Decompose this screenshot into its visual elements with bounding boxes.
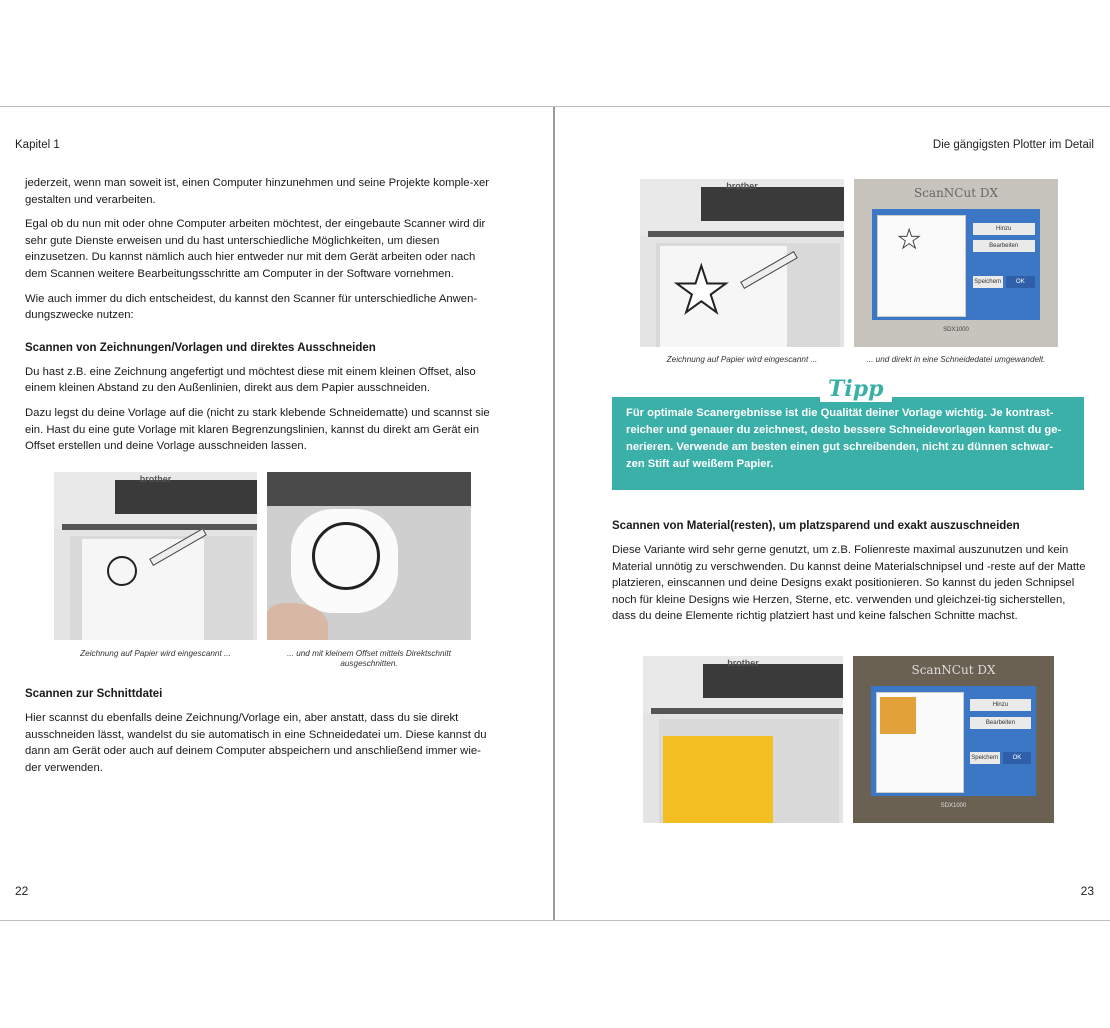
paragraph: Du hast z.B. eine Zeichnung angefertigt und möchtest diese mit einem kleinen Offset, also einem kleinen Abstand zu den Außenlinien, direkt aus dem Papier ausschneiden. — [25, 365, 476, 395]
right-page — [555, 107, 1110, 920]
edit-button: Bearbeiten — [970, 717, 1031, 729]
screen-brand: ScanNCut DX — [911, 662, 996, 677]
figure-caption: ... und mit kleinem Offset mittels Direktschnitt ausgeschnitten. — [287, 649, 451, 668]
flower-drawing — [107, 556, 137, 586]
page-number-left: 22 — [15, 884, 29, 898]
photo-flower-scan — [54, 472, 257, 640]
model-label: SDX1000 — [940, 802, 967, 809]
section-heading: Scannen zur Schnittdatei — [25, 688, 163, 700]
star-icon: ★ — [897, 223, 921, 254]
right-body — [612, 518, 1087, 633]
photo-screen-material — [853, 656, 1054, 823]
left-page — [0, 107, 553, 920]
yellow-material — [663, 736, 773, 823]
save-button: Speichern — [973, 276, 1003, 288]
material-preview — [880, 697, 916, 735]
paragraph: Hier scannst du ebenfalls deine Zeichnung/Vorlage ein, aber anstatt, dass du sie direkt ausschneiden lässt, wandelst du sie automatisch in eine Schneidedatei um. Diese kannst du dann am Gerät oder auch auf deinem Computer abspeichern und anschließend immer wie-der verwenden. — [25, 712, 487, 774]
save-button: Speichern — [970, 752, 1000, 764]
paragraph: Egal ob du nun mit oder ohne Computer arbeiten möchtest, der eingebaute Scanner wird dir sehr gute Dienste erweisen und du hast unterschiedliche Möglichkeiten, um diesen einzusetzen. Du kannst nämlich auch hier entweder nur mit dem Gerät arbeiten oder nach dem Scannen weitere Bearbeitungsschritte am Computer in der Software vornehmen. — [25, 218, 486, 280]
brand-logo: brother — [727, 657, 759, 668]
ok-button: OK — [1006, 276, 1034, 288]
paragraph: Wie auch immer du dich entscheidest, du kannst den Scanner für unterschiedliche Anwen-dungszwecke nutzen: — [25, 292, 478, 322]
figure-caption: Zeichnung auf Papier wird eingescannt ... — [80, 649, 231, 658]
paragraph: Diese Variante wird sehr gerne genutzt, um z.B. Folienreste maximal auszunutzen und kein Material unnötig zu verschwenden. Du kannst deine Materialschnipsel und -reste auf der Matte platzieren, einscannen und deine Designs exakt positionieren. So kannst du jeden Schnipsel noch für kleine Designs wie Herzen, Sterne, etc. verwenden und gleichzei-tig sicherstellen, dass du deine Elemente richtig platziert hast und keine falschen Schnitte machst. — [612, 544, 1086, 623]
photo-star-scan — [640, 179, 844, 347]
photo-flower-cut — [267, 472, 471, 640]
star-drawing: ★ — [672, 253, 730, 326]
flower-drawing — [312, 522, 380, 590]
running-head-right: Die gängigsten Plotter im Detail — [932, 139, 1094, 151]
tip-label: Tipp — [820, 376, 892, 402]
tip-box: Für optimale Scanergebnisse ist die Qualität deiner Vorlage wichtig. Je kontrast-reicher und genauer du zeichnest, desto bessere Schneidevorlagen kannst du ge-nerieren. Verwende am besten einen gut schreibenden, nicht zu dünnen schwar-zen Stift auf weißem Papier. — [612, 397, 1084, 490]
brand-logo: brother — [139, 473, 172, 484]
ok-button: OK — [1003, 752, 1031, 764]
figure-caption: Zeichnung auf Papier wird eingescannt ... — [666, 355, 818, 364]
add-button: Hinzu — [973, 223, 1035, 235]
page-number-right: 23 — [1080, 884, 1094, 898]
screen-brand: ScanNCut DX — [913, 185, 999, 200]
left-body-bottom — [25, 686, 495, 784]
brand-logo: brother — [726, 180, 758, 191]
edit-button: Bearbeiten — [973, 240, 1035, 252]
left-body-top — [25, 175, 495, 463]
paragraph: Dazu legst du deine Vorlage auf die (nicht zu stark klebende Schneidematte) und scannst sie ein. Hast du eine gute Vorlage mit klaren Begrenzungslinien, kannst du direkt am Gerät ein Offset erstellen und deine Vorlage ausschneiden lassen. — [25, 406, 490, 453]
book-spread — [0, 106, 1110, 921]
model-label: SDX1000 — [943, 326, 969, 333]
photo-material-scan — [643, 656, 843, 823]
section-heading: Scannen von Zeichnungen/Vorlagen und direktes Ausschneiden — [25, 341, 376, 354]
paragraph: jederzeit, wenn man soweit ist, einen Computer hinzunehmen und seine Projekte komple-xer gestalten und verarbeiten. — [25, 177, 490, 206]
figure-caption: ... und direkt in eine Schneidedatei umgewandelt. — [866, 355, 1046, 364]
photo-screen-star — [854, 179, 1058, 347]
running-head-left: Kapitel 1 — [15, 139, 60, 151]
add-button: Hinzu — [970, 699, 1031, 711]
section-heading: Scannen von Material(resten), um platzsparend und exakt auszuschneiden — [612, 520, 1020, 532]
